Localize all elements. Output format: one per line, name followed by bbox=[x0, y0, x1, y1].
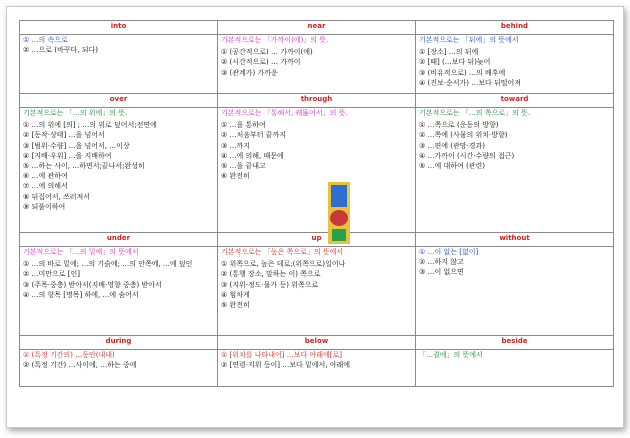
definition-line: ① …쪽으로 (운동의 방향) bbox=[419, 121, 499, 130]
definition-line: ③ (지위·정도·물가 등) 위쪽으로 bbox=[221, 280, 319, 289]
definition-line: ① …의 위에 [의] ; …의 위로 덮어서;전면에 bbox=[23, 121, 157, 130]
book-base-shape bbox=[332, 229, 346, 241]
definition-line: ① …의 속으로 bbox=[23, 36, 68, 44]
definition-line: ① …이 없는 [없이] bbox=[419, 248, 479, 256]
definition-lead: 기본적으로는 「…의 쪽으로」의 뜻. bbox=[419, 109, 531, 117]
definition-line: ③ (관계가) 가까운 bbox=[221, 68, 278, 77]
definition-cell bbox=[416, 350, 614, 387]
definition-line: ① [장소] …의 뒤에 bbox=[419, 48, 479, 57]
book-illustration-icon bbox=[328, 182, 350, 244]
definition-line: ⑤ …에 대하여 (관련) bbox=[419, 162, 485, 171]
definition-line: ② …쪽에 (사물의 위치·방향) bbox=[419, 131, 508, 140]
definition-line: ④ (진보·순서가) …보다 뒤떨어져 bbox=[419, 78, 522, 87]
definition-line: ⑦ …에 의해서 bbox=[23, 182, 68, 191]
definition-row bbox=[20, 350, 614, 387]
preposition-table bbox=[19, 20, 614, 387]
definition-line: ② …미만으로 [인] bbox=[23, 270, 80, 279]
definition-line: ③ …까지 bbox=[221, 141, 251, 150]
preposition-header: under bbox=[20, 233, 218, 247]
header-row bbox=[20, 94, 614, 108]
definition-line: ② [때] (…보다 뒤)늦어 bbox=[419, 58, 491, 67]
definition-cell bbox=[20, 350, 218, 387]
definition-line: ① (특정 기간의) …동안(내내) bbox=[23, 351, 115, 359]
preposition-header: below bbox=[218, 336, 416, 350]
definition-line: ④ …에 의해, 때문에 bbox=[221, 151, 284, 160]
definition-cell bbox=[416, 247, 614, 336]
definition-line: ① [위치를 나타내어] …보다 아래에[로] bbox=[221, 351, 343, 359]
definition-lead: 기본적으로는 「높은 쪽으로」의 뜻에서 bbox=[221, 248, 344, 256]
definition-cell bbox=[218, 108, 416, 233]
definition-cell bbox=[218, 35, 416, 94]
definition-line: ⑤ 완전히 bbox=[221, 301, 250, 310]
definition-line: ⑥ 완전히 bbox=[221, 172, 250, 181]
definition-line: ⑥ …에 관하여 bbox=[23, 172, 68, 181]
preposition-header: into bbox=[20, 21, 218, 35]
definition-cell bbox=[218, 247, 416, 336]
header-row bbox=[20, 336, 614, 350]
definition-line: ③ (주목·중층) 받아서(지배·영향 중층) 받아서 bbox=[23, 280, 162, 289]
book-cover-shape bbox=[331, 185, 347, 207]
definition-line: ③ …편에 (관망·경과) bbox=[419, 141, 485, 150]
definition-line: ④ …가까이 (시간·수량의 접근) bbox=[419, 151, 515, 160]
definition-line: ① …을 통하여 bbox=[221, 121, 266, 130]
definition-lead: 기본적으로는 「…의 위에」의 뜻. bbox=[23, 109, 128, 117]
preposition-header: near bbox=[218, 21, 416, 35]
preposition-header: during bbox=[20, 336, 218, 350]
definition-cell bbox=[20, 35, 218, 94]
preposition-header: without bbox=[416, 233, 614, 247]
definition-lead: 기본적으로는 「…의 밑에」의 뜻에서 bbox=[23, 248, 139, 256]
definition-line: ③ [범위·수량] …을 넘어서, …이상 bbox=[23, 141, 130, 150]
definition-line: ⑤ …하는 사이, …하면서;끝나서;완성히 bbox=[23, 162, 145, 171]
definition-line: ④ …의 항목 [명목] 하에, …에 숨어서 bbox=[23, 290, 139, 299]
definition-line: ① 위쪽으로, 높은 데로;(위쪽으로)일어나 bbox=[221, 260, 346, 269]
definition-cell bbox=[20, 247, 218, 336]
definition-lead: 기본적으로는 「통해서, 꿰뚫어서」의 뜻. bbox=[221, 109, 348, 117]
definition-line: ⑧ 뒤집어서, 쓰러져서 bbox=[23, 192, 91, 201]
header-row bbox=[20, 21, 614, 35]
document-page bbox=[6, 6, 624, 428]
preposition-header: behind bbox=[416, 21, 614, 35]
definition-cell bbox=[218, 350, 416, 387]
preposition-header: toward bbox=[416, 94, 614, 108]
header-row bbox=[20, 233, 614, 247]
definition-line: ③ …이 없으면 bbox=[419, 268, 464, 277]
book-circle-shape bbox=[330, 210, 348, 226]
preposition-header: through bbox=[218, 94, 416, 108]
definition-line: ① …의 바로 밑에; …의 기슭에; …의 안쪽에, …에 덮인 bbox=[23, 260, 193, 269]
definition-line: ④ 힘차게 bbox=[221, 290, 250, 299]
definition-line: ② …처음부터 끝까지 bbox=[221, 131, 287, 140]
definition-line: ② (특정 기간) …사이에, …하는 중에 bbox=[23, 361, 137, 370]
definition-row bbox=[20, 35, 614, 94]
definition-line: ② [동작·상태] …을 넘어서 bbox=[23, 131, 105, 140]
definition-line: ② (시간적으로) … 가까이 bbox=[221, 58, 301, 67]
preposition-header: up bbox=[218, 233, 416, 247]
definition-cell bbox=[20, 108, 218, 233]
definition-line: ⑤ …을 끝내고 bbox=[221, 162, 266, 171]
definition-line: ① (공간적으로) … 가까이(에) bbox=[221, 48, 313, 57]
definition-line: ② …하지 않고 bbox=[419, 258, 464, 267]
definition-lead: 기본적으로는 「가까이(에)」의 뜻. bbox=[221, 36, 329, 44]
definition-cell bbox=[416, 108, 614, 233]
definition-row bbox=[20, 108, 614, 233]
definition-line: ② [연령·지위 등이] …보다 밑에서, 아래에 bbox=[221, 361, 350, 370]
preposition-header: beside bbox=[416, 336, 614, 350]
definition-row bbox=[20, 247, 614, 336]
definition-line: ③ (비유적으로) …의 배후에 bbox=[419, 68, 506, 77]
preposition-header: over bbox=[20, 94, 218, 108]
definition-cell bbox=[416, 35, 614, 94]
definition-line: ② …으로 (바꾸다, 되다) bbox=[23, 46, 98, 55]
definition-lead: 「…곁에」의 뜻에서 bbox=[419, 351, 483, 359]
definition-line: ⑨ 되풀이하여 bbox=[23, 202, 66, 211]
definition-line: ④ [지배·우위] …을 지배하여 bbox=[23, 151, 112, 160]
definition-lead: 기본적으로는 「뒤에」의 뜻에서 bbox=[419, 36, 519, 44]
definition-line: ② (통행 장소, 말하는 이) 쪽으로 bbox=[221, 270, 321, 279]
